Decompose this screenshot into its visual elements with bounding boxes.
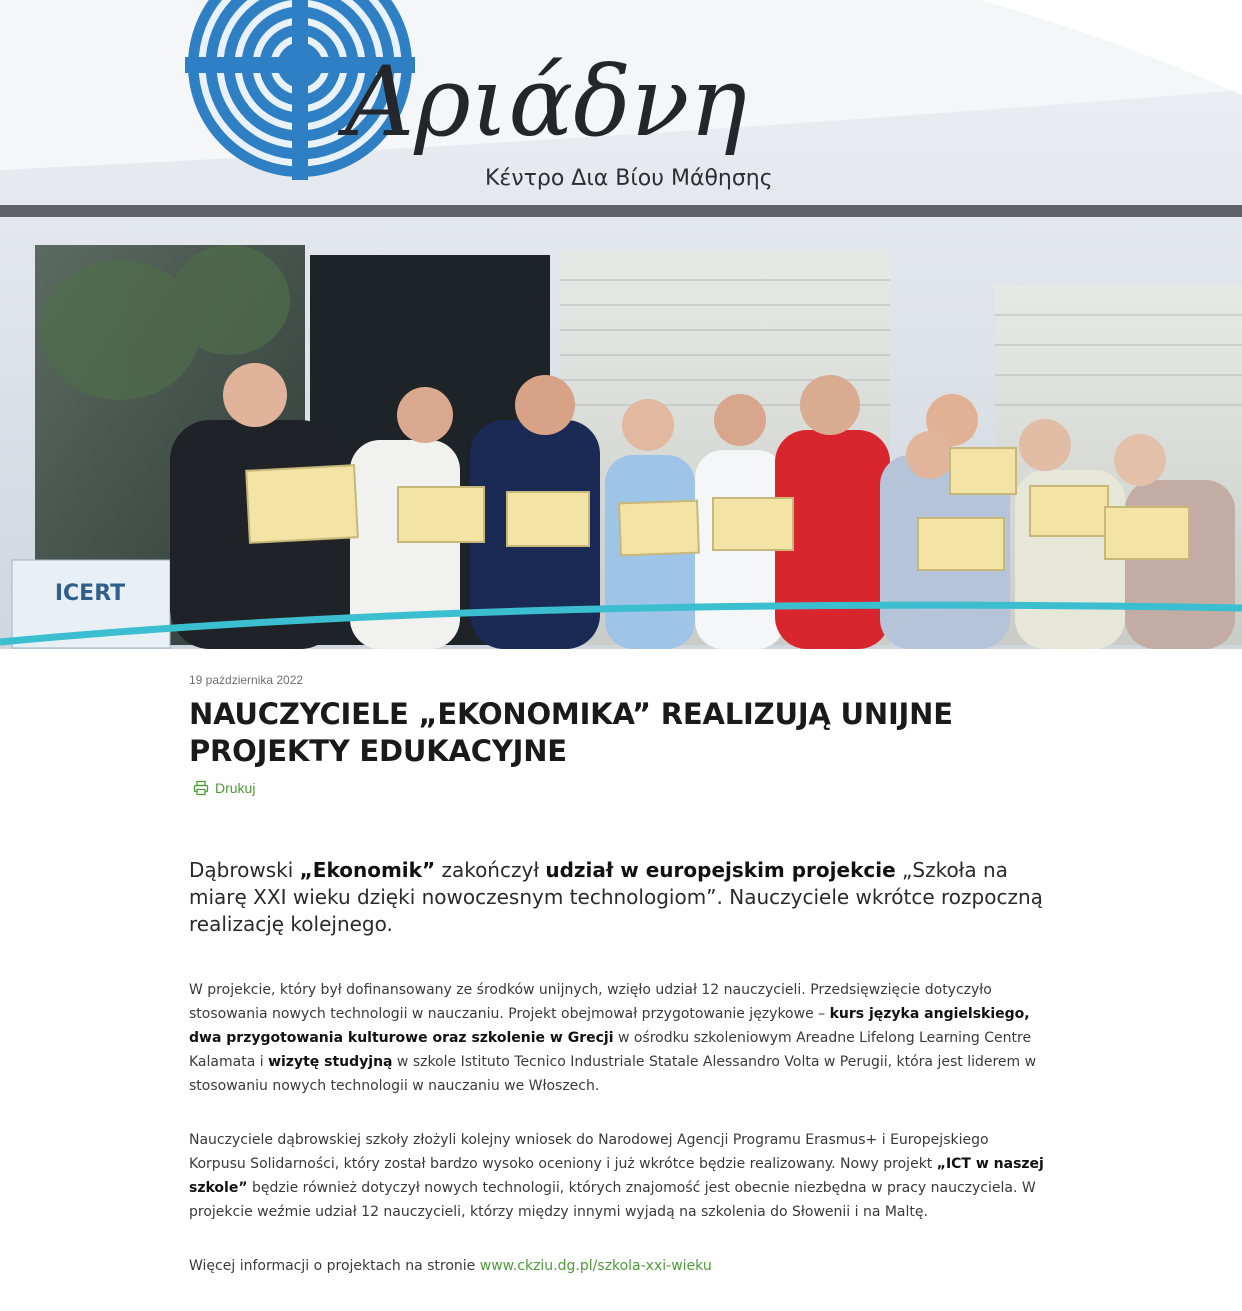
paragraph-bold: „ICT w naszej szkole”: [189, 1156, 1044, 1196]
paragraph-bold: wizytę studyjną: [268, 1054, 393, 1070]
paragraph-text: W projekcie, który był dofinansowany ze środków unijnych, wzięło udział 12 nauczycieli. Przedsięwzięcie dotyczyło stosowania nowych technologii w nauczaniu. Projekt obejmował przygotowanie językowe –: [189, 982, 992, 1022]
hero-photo-illustration: [0, 0, 1242, 649]
article-lead: [189, 857, 1049, 938]
article-title: NAUCZYCIELE „EKONOMIKA” REALIZUJĄ UNIJNE PROJEKTY EDUKACYJNE: [189, 697, 953, 768]
lead-bold: udział w europejskim projekcie: [545, 858, 896, 882]
sign-title: Αριάδνη: [345, 46, 747, 158]
paragraph-text: w ośrodku szkoleniowym Areadne Lifelong Learning Centre Kalamata i: [189, 1030, 1032, 1070]
paragraph-text: Nauczyciele dąbrowskiej szkoły złożyli kolejny wniosek do Narodowej Agencji Programu Erasmus+ i Europejskiego Korpusu Solidarności, który został bardzo wysoko oceniony i już wkrótce będzie realizowany. Nowy projekt: [189, 1132, 989, 1172]
lead-text: Dąbrowski: [189, 858, 300, 882]
paragraph-text: Więcej informacji o projektach na stronie: [189, 1258, 480, 1274]
article-paragraph-1: [189, 978, 1049, 1098]
printer-icon: [193, 780, 209, 796]
print-label: Drukuj: [215, 780, 256, 796]
paragraph-text: będzie również dotyczył nowych technologii, których znajomość jest obecnie niezbędna w pracy nauczyciela. W projekcie weźmie udział 12 nauczycieli, którzy między innymi wyjadą na szkolenia do Słowenii i na Maltę.: [189, 1180, 1036, 1220]
paragraph-bold: kurs języka angielskiego, dwa przygotowania kulturowe oraz szkolenie w Grecji: [189, 1006, 1030, 1046]
article-date: 19 października 2022: [189, 673, 304, 687]
sign-subtitle: Κέντρο Δια Βίου Μάθησης: [485, 166, 773, 191]
hero-photo: [0, 0, 1242, 649]
paragraph-text: w szkole Istituto Tecnico Industriale Statale Alessandro Volta w Perugii, która jest liderem w stosowaniu nowych technologii w nauczaniu we Włoszech.: [189, 1054, 1037, 1094]
project-website-link[interactable]: www.ckziu.dg.pl/szkola-xxi-wieku: [479, 1258, 712, 1274]
article-paragraph-2: [189, 1128, 1049, 1224]
lead-bold: „Ekonomik”: [299, 858, 436, 882]
poster-text: ICERT: [54, 581, 126, 606]
lead-text: „Szkoła na miarę XXI wieku dzięki nowoczesnym technologiom”. Nauczyciele wkrótce rozpoczną realizację kolejnego.: [189, 858, 1043, 936]
article-paragraph-3: [189, 1254, 1049, 1278]
print-button[interactable]: [193, 780, 255, 796]
lead-text: zakończył: [435, 858, 546, 882]
article: [189, 672, 1049, 1278]
